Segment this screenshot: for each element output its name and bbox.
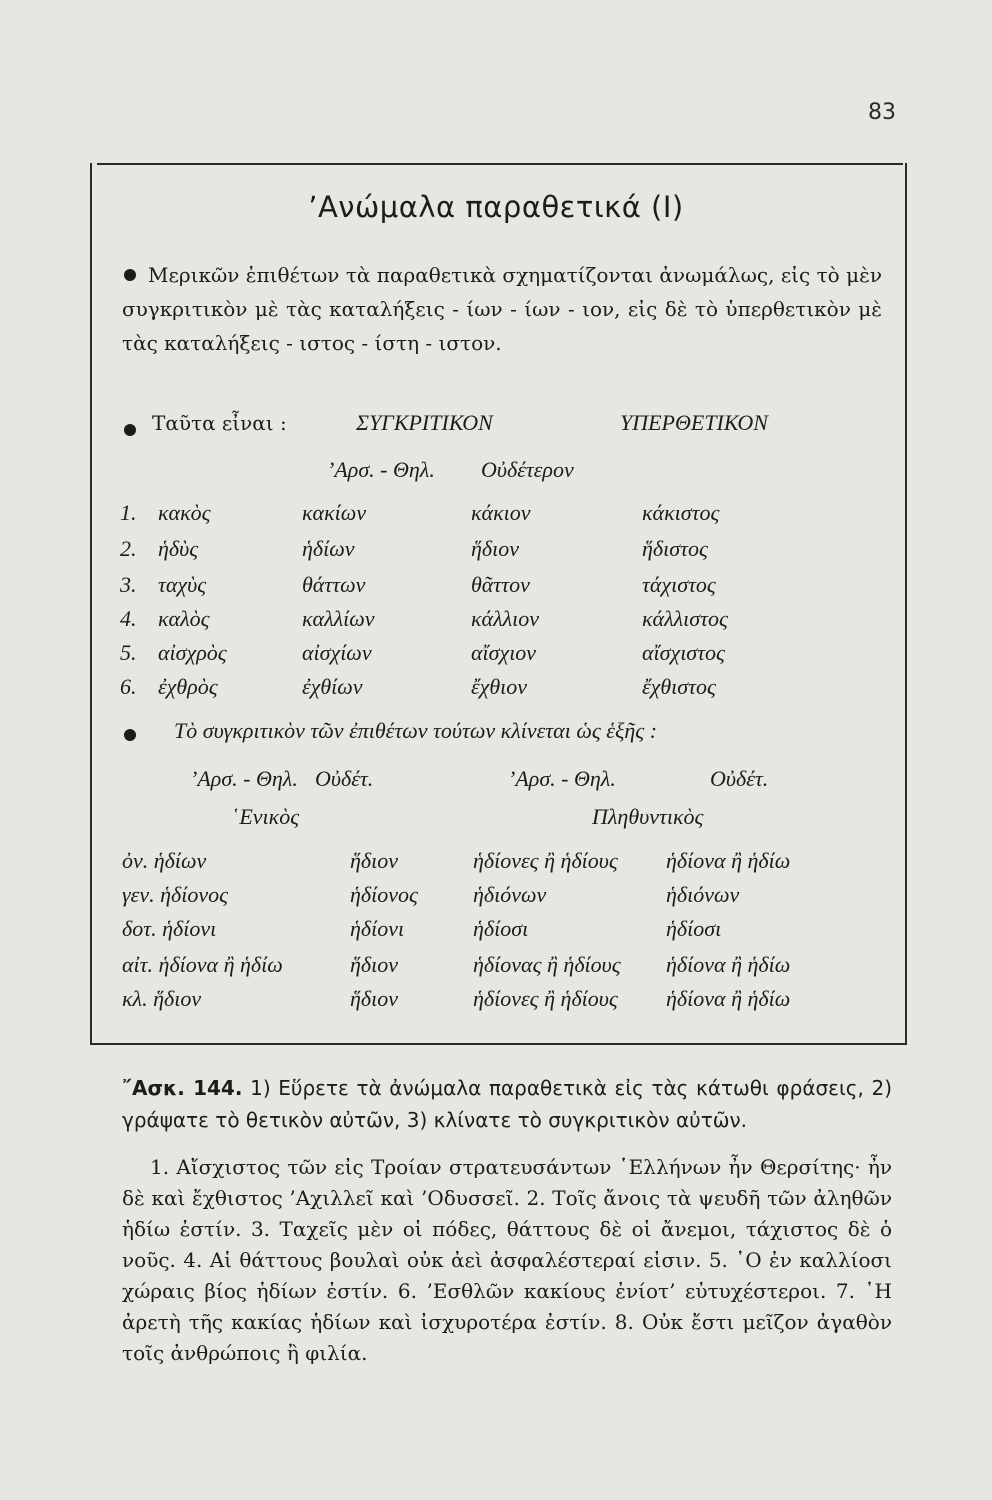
singular-neuter: ἡδίονι <box>350 916 405 941</box>
masc-fem-label: ’Αρσ. - Θηλ. <box>327 457 435 482</box>
exercise-label: ῎Ασκ. 144. <box>122 1076 243 1100</box>
neuter-label: Οὐδέτερον <box>481 457 574 482</box>
declension-row <box>0 952 992 988</box>
plural-header: Πληθυντικὸς <box>592 804 704 829</box>
adjective-row <box>0 674 992 710</box>
adjective-row <box>0 606 992 642</box>
singular-neuter: ἥδιον <box>350 952 399 977</box>
row-number: 4. <box>120 606 137 631</box>
comparative-mf: ἡδίων <box>302 536 355 561</box>
case-form: ὀν. ἡδίων <box>122 848 207 873</box>
singular-mf-header: ’Αρσ. - Θηλ. <box>190 766 298 791</box>
plural-neuter: ἡδίοσι <box>666 916 722 941</box>
adjective-row <box>0 640 992 676</box>
comparative-heading: ΣΥΓΚΡΙΤΙΚΟΝ <box>356 410 493 435</box>
plural-mf: ἡδίονες ἢ ἡδίους <box>473 986 618 1011</box>
row-number: 3. <box>120 572 137 597</box>
declension-row <box>0 986 992 1022</box>
comparative-mf: αἰσχίων <box>302 640 372 665</box>
comparative-n: κάλλιον <box>471 606 540 631</box>
exercise-heading <box>122 1072 892 1136</box>
row-number: 1. <box>120 500 137 525</box>
intro-text: Μερικῶν ἐπιθέτων τὰ παραθετικὰ σχηματίζονται ἀνωμάλως, εἰς τὸ μὲν συγκριτικὸν μὲ τὰς καταλήξεις - ίων - ίων - ιον, εἰς δὲ τὸ ὑπερθετικὸν μὲ τὰς καταλήξεις - ιστος - ίστη - ιστον. <box>122 263 882 355</box>
singular-neuter: ἥδιον <box>350 848 399 873</box>
section-title: ’Ανώμαλα παραθετικά (Ι) <box>308 190 684 224</box>
case-form: δοτ. ἡδίονι <box>122 916 217 941</box>
plural-mf-header: ’Αρσ. - Θηλ. <box>508 766 616 791</box>
case-form: γεν. ἡδίονος <box>122 882 229 907</box>
comparative-n: ἥδιον <box>471 536 520 561</box>
adjective-row <box>0 572 992 608</box>
plural-mf: ἡδιόνων <box>473 882 547 907</box>
superlative: κάκιστος <box>642 500 720 525</box>
superlative: αἴσχιστος <box>642 640 725 665</box>
declension-row <box>0 916 992 952</box>
plural-neuter: ἡδίονα ἢ ἡδίω <box>666 848 791 873</box>
positive-form: καλὸς <box>158 606 210 631</box>
comparative-n: θᾶττον <box>471 572 530 597</box>
comparative-n: ἔχθιον <box>471 674 528 699</box>
positive-form: αἰσχρὸς <box>158 640 227 665</box>
intro-paragraph <box>122 258 882 360</box>
plural-neuter: ἡδίονα ἢ ἡδίω <box>666 952 791 977</box>
comparative-mf: καλλίων <box>302 606 375 631</box>
adjective-row <box>0 500 992 536</box>
plural-mf: ἡδίονας ἢ ἡδίους <box>473 952 621 977</box>
positive-form: ἡδὺς <box>158 536 199 561</box>
plural-neuter: ἡδίονα ἢ ἡδίω <box>666 986 791 1011</box>
superlative: ἥδιστος <box>642 536 708 561</box>
row-number: 2. <box>120 536 137 561</box>
row-number: 5. <box>120 640 137 665</box>
positive-form: ταχὺς <box>158 572 207 597</box>
declension-row <box>0 882 992 918</box>
plural-mf: ἡδίοσι <box>473 916 529 941</box>
bullet-icon <box>124 424 136 436</box>
singular-neuter: ἡδίονος <box>350 882 418 907</box>
singular-header: ῾Ενικὸς <box>232 804 300 829</box>
declension-row <box>0 848 992 884</box>
declension-intro: Τὸ συγκριτικὸν τῶν ἐπιθέτων τούτων κλίνεται ὡς ἑξῆς : <box>174 718 658 743</box>
superlative: ἔχθιστος <box>642 674 716 699</box>
bullet-icon <box>124 729 136 741</box>
positive-form: ἐχθρὸς <box>158 674 218 699</box>
comparative-mf: κακίων <box>302 500 367 525</box>
superlative: τάχιστος <box>642 572 716 597</box>
comparative-n: κάκιον <box>471 500 531 525</box>
row-number: 6. <box>120 674 137 699</box>
exercise-instructions: 1) Εὕρετε τὰ ἀνώμαλα παραθετικὰ εἰς τὰς κάτωθι φράσεις, 2) γράψατε τὸ θετικὸν αὐτῶν, 3) κλίνατε τὸ συγκριτικὸν αὐτῶν. <box>122 1076 893 1132</box>
singular-neuter: ἥδιον <box>350 986 399 1011</box>
superlative-heading: ΥΠΕΡΘΕΤΙΚΟΝ <box>620 410 768 435</box>
exercise-text: 1. Αἴσχιστος τῶν εἰς Τροίαν στρατευσάντων ῾Ελλήνων ἦν Θερσίτης· ἦν δὲ καὶ ἔχθιστος ’Αχιλλεῖ καὶ ’Οδυσσεῖ. 2. Τοῖς ἄνοις τὰ ψευδῆ τῶν ἀληθῶν ἡδίω ἐστίν. 3. Ταχεῖς μὲν οἱ πόδες, θάττους δὲ οἱ ἄνεμοι, τάχιστος δὲ ὁ νοῦς. 4. Αἱ θάττους βουλαὶ οὐκ ἀεὶ ἀσφαλέστεραί εἰσιν. 5. ῾Ο ἐν καλλίοσι χώραις βίος ἡδίων ἐστίν. 6. ’Εσθλῶν κακίους ἐνίοτ’ εὐτυχέστεροι. 7. ῾Η ἀρετὴ τῆς κακίας ἡδίων καὶ ἰσχυροτέρα ἐστίν. 8. Οὐκ ἔστι μεῖζον ἀγαθὸν τοῖς ἀνθρώποις ἢ φιλία. <box>122 1155 892 1365</box>
comparative-mf: θάττων <box>302 572 366 597</box>
plural-mf: ἡδίονες ἢ ἡδίους <box>473 848 618 873</box>
comparative-mf: ἐχθίων <box>302 674 363 699</box>
plural-neuter: ἡδιόνων <box>666 882 740 907</box>
case-form: αἰτ. ἡδίονα ἢ ἡδίω <box>122 952 283 977</box>
page-number: 83 <box>868 100 896 125</box>
singular-n-header: Οὐδέτ. <box>315 766 374 791</box>
case-form: κλ. ἥδιον <box>122 986 202 1011</box>
comparative-n: αἴσχιον <box>471 640 537 665</box>
plural-n-header: Οὐδέτ. <box>710 766 769 791</box>
positive-form: κακὸς <box>158 500 211 525</box>
list-label: Ταῦτα εἶναι : <box>152 411 287 435</box>
box-top-rule <box>97 163 903 165</box>
superlative: κάλλιστος <box>642 606 728 631</box>
adjective-row <box>0 536 992 572</box>
